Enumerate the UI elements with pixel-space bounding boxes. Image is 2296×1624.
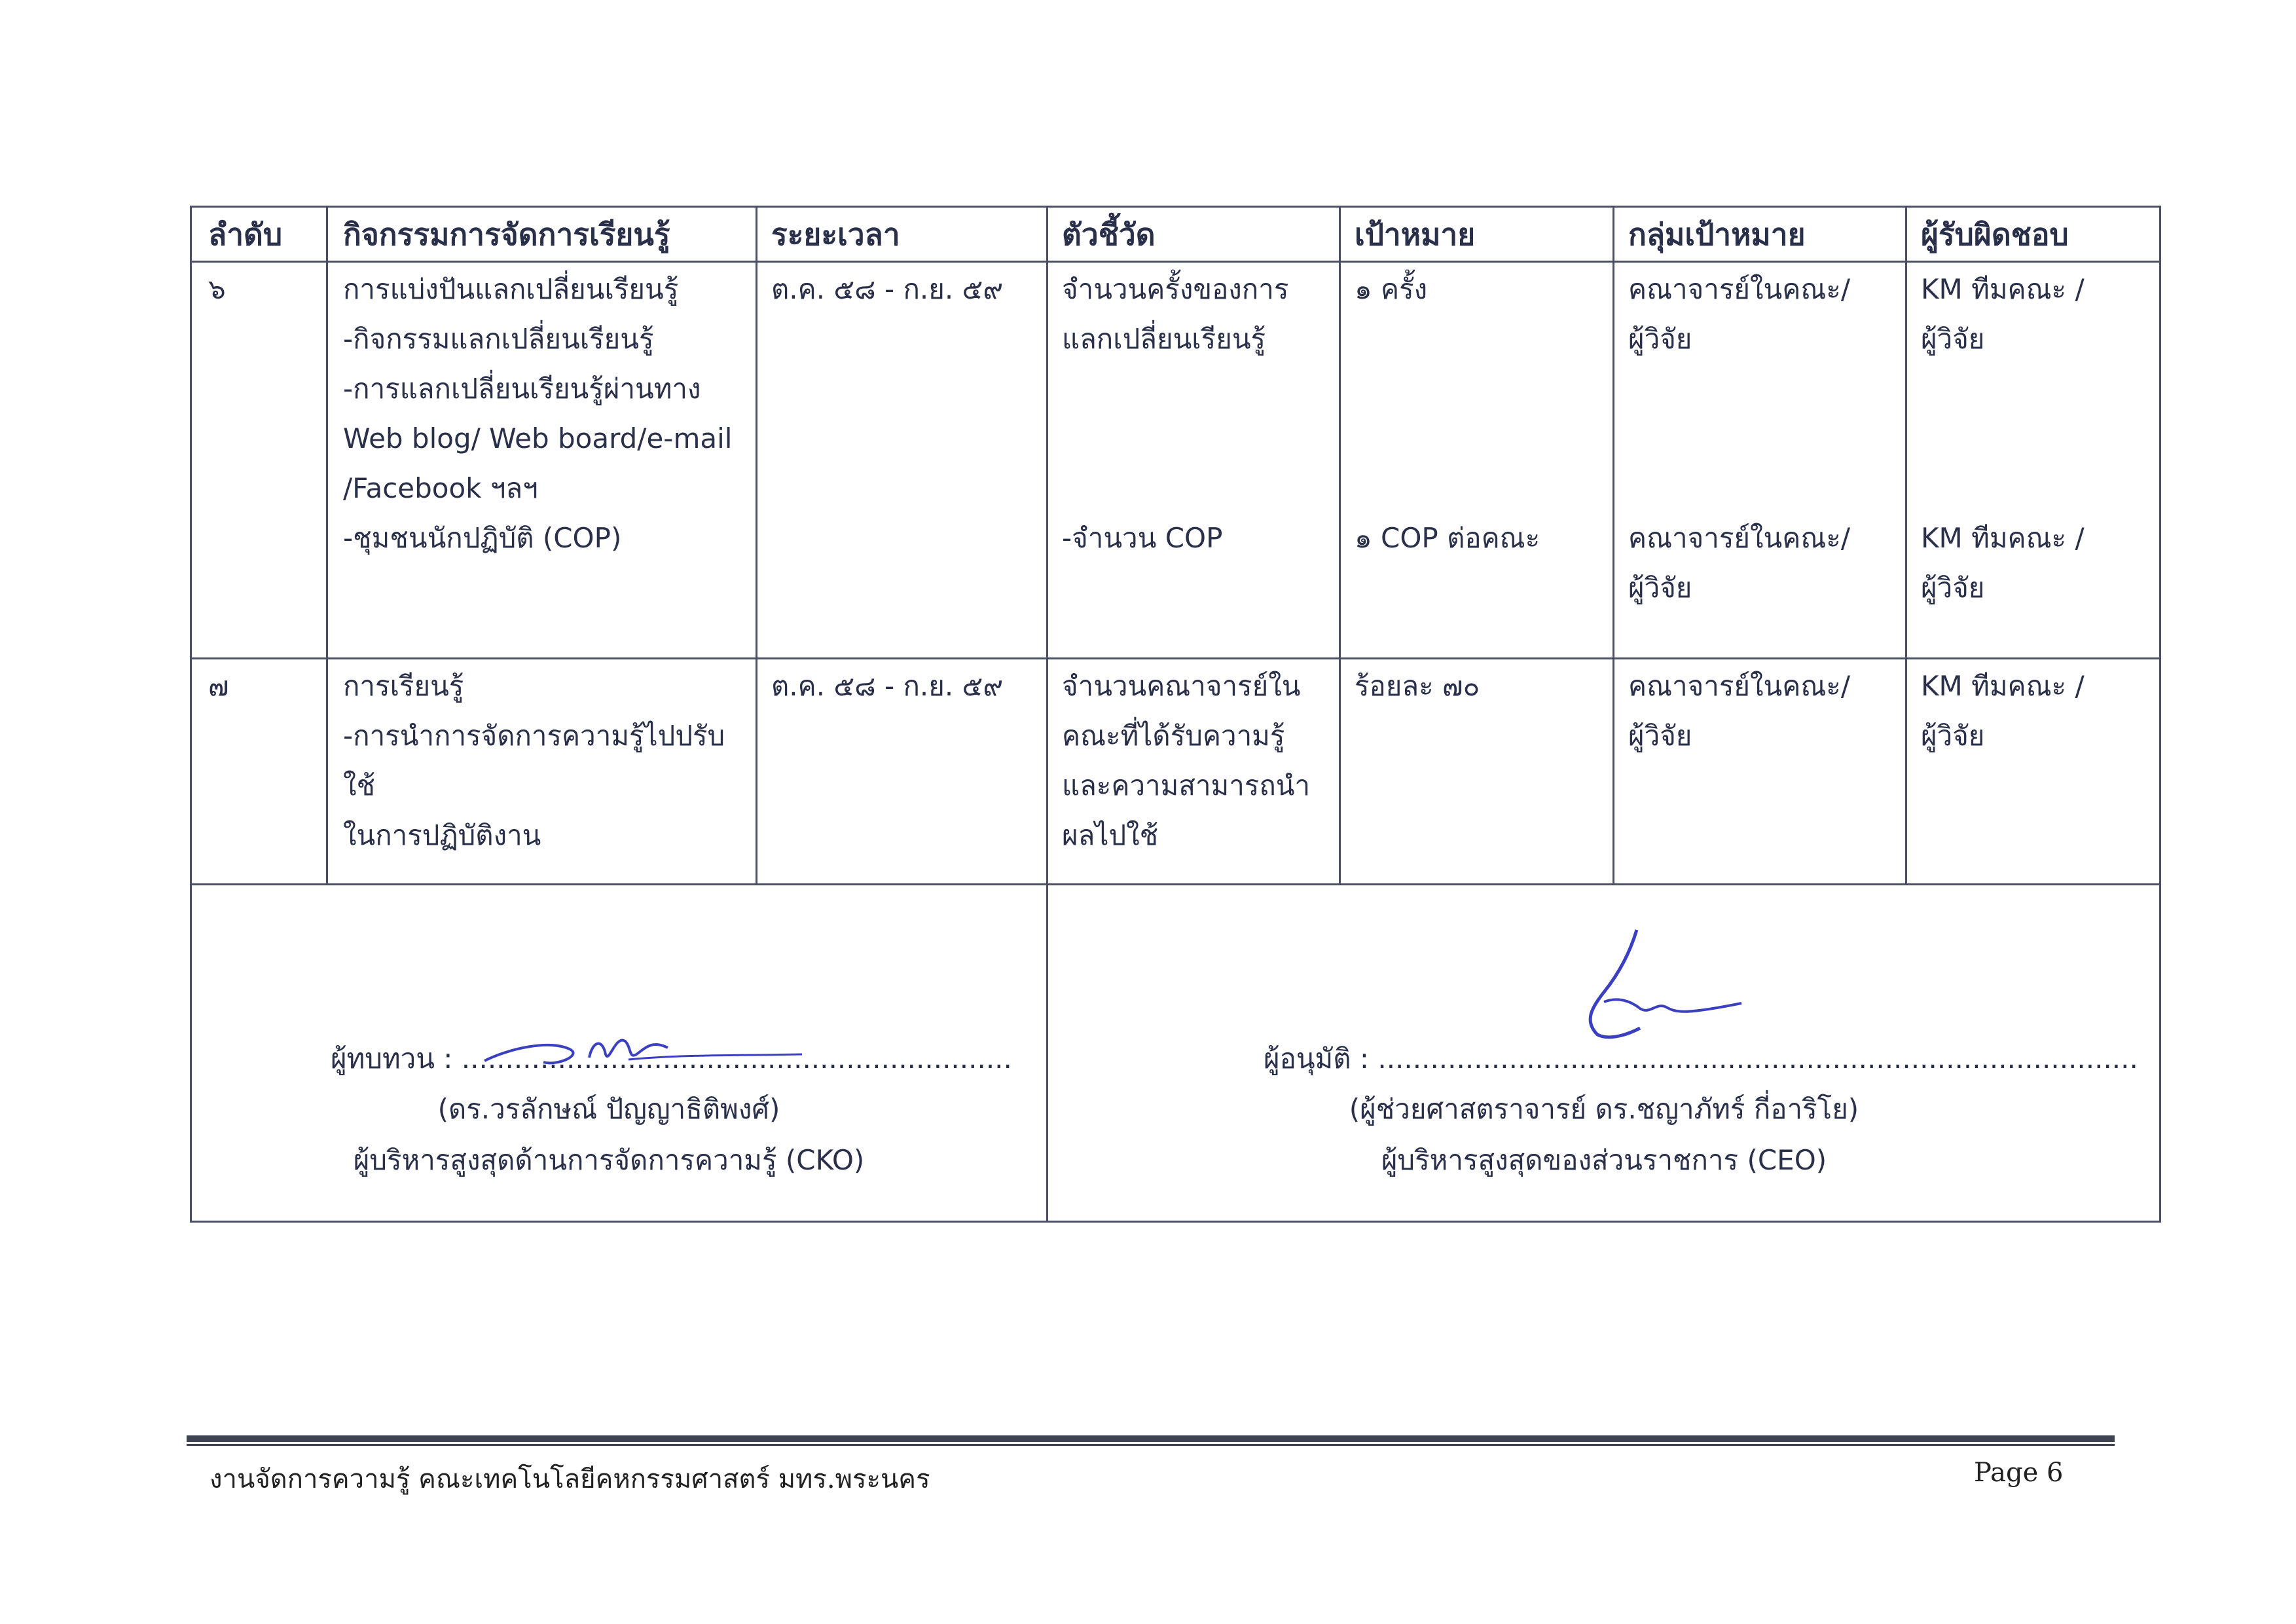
footer-department: งานจัดการความรู้ คณะเทคโนโลยีคหกรรมศาสตร์ มทร.พระนคร — [210, 1464, 930, 1494]
target-cell: ร้อยละ ๗๐ — [1355, 670, 1480, 702]
table-border-right — [2159, 206, 2161, 1223]
header-target-group: กลุ่มเป้าหมาย — [1628, 217, 1806, 252]
footer-rule-thick — [187, 1435, 2115, 1442]
header-owner: ผู้รับผิดชอบ — [1921, 217, 2069, 252]
indicator-cell: จำนวนคณาจารย์ใน คณะที่ได้รับความรู้ และความสามารถนำ ผลไปใช้ — [1062, 670, 1311, 851]
page-number: Page 6 — [1974, 1458, 2064, 1488]
table-header-divider — [190, 261, 2161, 263]
header-period: ระยะเวลา — [771, 217, 900, 252]
reviewer-name: (ดร.วรลักษณ์ ปัญญาธิติพงศ์) — [437, 1093, 780, 1125]
target-group-cell: คณาจารย์ในคณะ/ ผู้วิจัย — [1628, 670, 1850, 752]
reviewer-label: ผู้ทบทวน : ............................................................... — [331, 1043, 1012, 1075]
header-target: เป้าหมาย — [1355, 217, 1476, 252]
table-row-divider — [190, 657, 2161, 659]
owner-cell-cop: KM ทีมคณะ / ผู้วิจัย — [1921, 522, 2085, 604]
table-col-divider — [1339, 206, 1341, 885]
row-number: ๗ — [208, 670, 229, 702]
table-border-top — [190, 206, 2161, 208]
table-col-divider — [756, 206, 757, 885]
header-no: ลำดับ — [208, 217, 283, 252]
table-col-divider — [1905, 206, 1907, 885]
table-col-divider — [1046, 206, 1048, 1223]
reviewer-title: ผู้บริหารสูงสุดด้านการจัดการความรู้ (CKO) — [353, 1144, 865, 1176]
target-cell: ๑ ครั้ง — [1355, 273, 1428, 305]
header-indicator: ตัวชี้วัด — [1062, 217, 1156, 252]
approver-name: (ผู้ช่วยศาสตราจารย์ ดร.ชญาภัทร์ กี่อาริโย) — [1349, 1093, 1859, 1125]
activity-cell: การแบ่งปันแลกเปลี่ยนเรียนรู้ -กิจกรรมแลกเปลี่ยนเรียนรู้ -การแลกเปลี่ยนเรียนรู้ผ่านทาง Web blog/ Web board/e-mail /Facebook ฯลฯ — [343, 273, 733, 504]
approver-label: ผู้อนุมัติ : ....................................................................................... — [1264, 1043, 2138, 1075]
period-cell: ต.ค. ๕๘ - ก.ย. ๕๙ — [771, 670, 1004, 702]
target-cell-cop: ๑ COP ต่อคณะ — [1355, 522, 1540, 554]
activity-cell: การเรียนรู้ -การนำการจัดการความรู้ไปปรับใช้ ในการปฏิบัติงาน — [343, 670, 725, 851]
row-number: ๖ — [208, 273, 226, 305]
owner-cell: KM ทีมคณะ / ผู้วิจัย — [1921, 273, 2085, 355]
table-col-divider — [326, 206, 328, 885]
target-group-cell: คณาจารย์ในคณะ/ ผู้วิจัย — [1628, 273, 1850, 355]
target-group-cell-cop: คณาจารย์ในคณะ/ ผู้วิจัย — [1628, 522, 1850, 604]
activity-cell-cop: -ชุมชนนักปฏิบัติ (COP) — [343, 522, 622, 554]
table-col-divider — [1613, 206, 1614, 885]
table-border-bottom — [190, 1221, 2161, 1223]
table-row-divider — [190, 883, 2161, 885]
period-cell: ต.ค. ๕๘ - ก.ย. ๕๙ — [771, 273, 1004, 305]
header-activity: กิจกรรมการจัดการเรียนรู้ — [343, 217, 670, 252]
approver-title: ผู้บริหารสูงสุดของส่วนราชการ (CEO) — [1381, 1144, 1827, 1176]
indicator-cell: จำนวนครั้งของการ แลกเปลี่ยนเรียนรู้ — [1062, 273, 1289, 355]
footer-rule-thin — [187, 1444, 2115, 1446]
indicator-cell-cop: -จำนวน COP — [1062, 522, 1223, 554]
owner-cell: KM ทีมคณะ / ผู้วิจัย — [1921, 670, 2085, 752]
table-border-left — [190, 206, 192, 1223]
